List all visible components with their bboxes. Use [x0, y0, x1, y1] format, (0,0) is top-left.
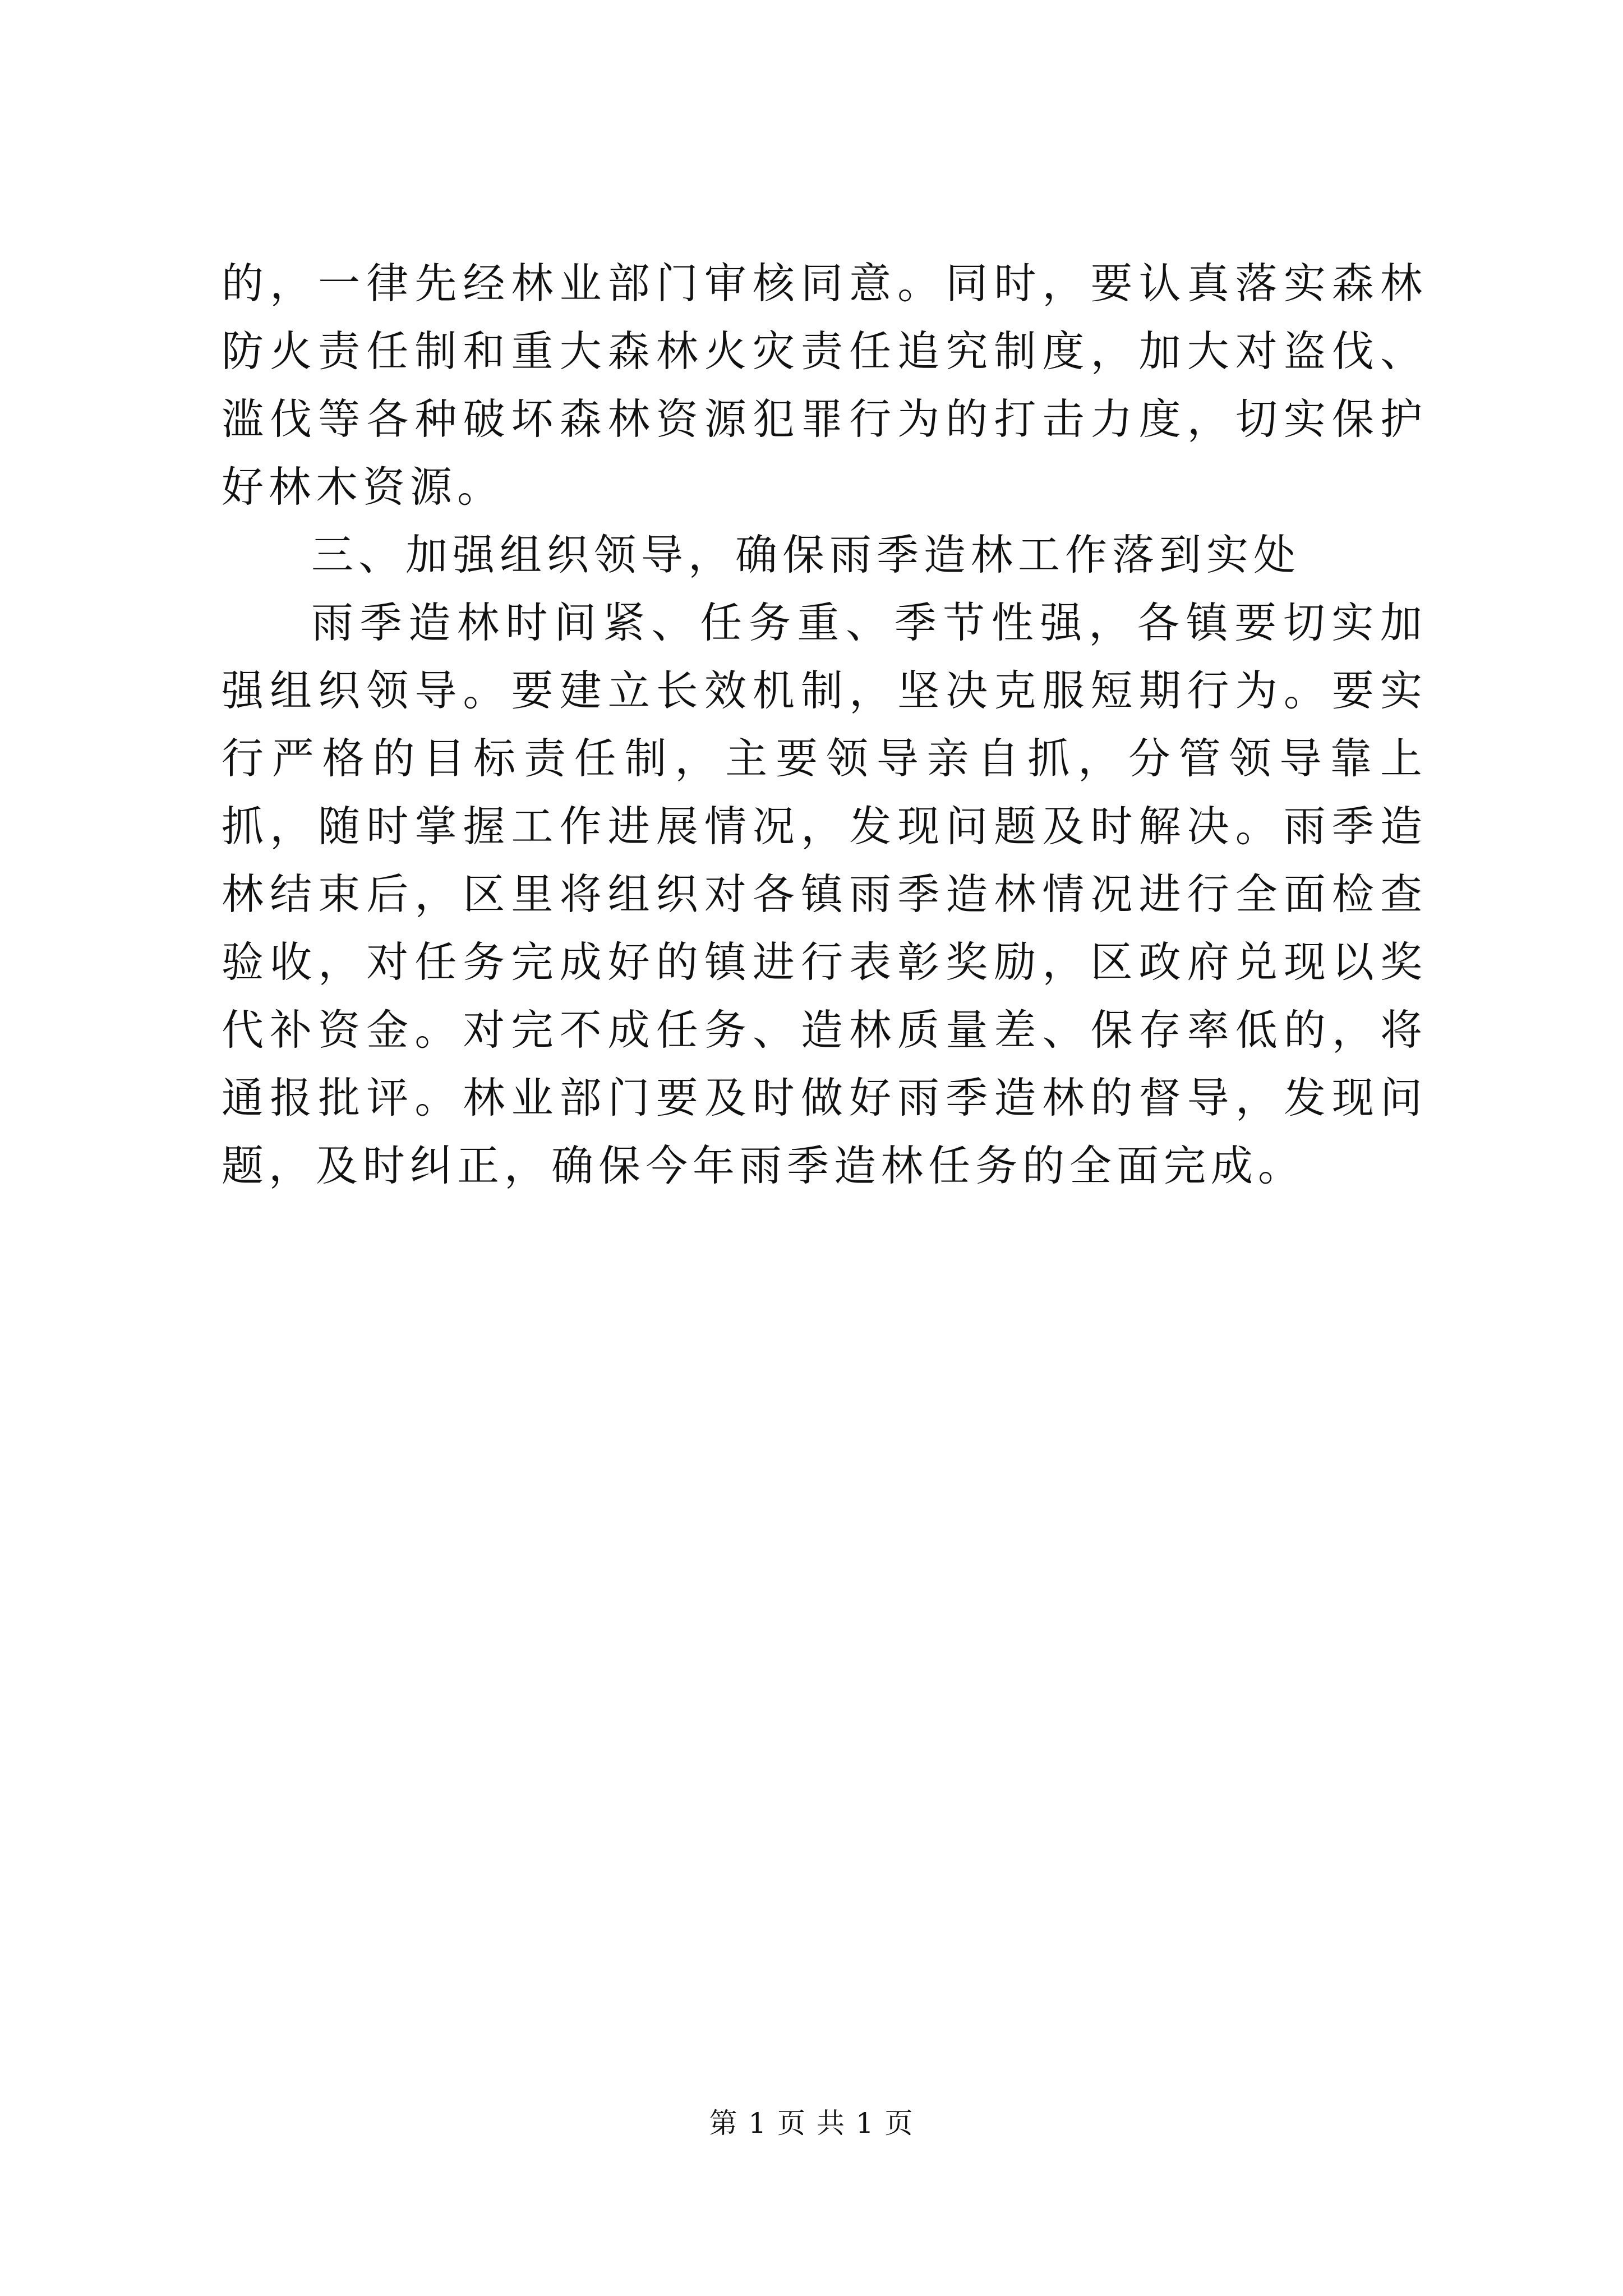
paragraph-continuation: 的，一律先经林业部门审核同意。同时，要认真落实森林防火责任制和重大森林火灾责任追究制度，加大对盗伐、滥伐等各种破坏森林资源犯罪行为的打击力度，切实保护好林木资源。: [222, 259, 1427, 512]
page-footer: 第 1 页 共 1 页: [709, 2107, 914, 2139]
section-heading: 三、加强组织领导，确保雨季造林工作落到实处: [311, 530, 1301, 579]
document-body: [222, 250, 1427, 1200]
paragraph-body: 雨季造林时间紧、任务重、季节性强，各镇要切实加强组织领导。要建立长效机制，坚决克服短期行为。要实行严格的目标责任制，主要领导亲自抓，分管领导靠上抓，随时掌握工作进展情况，发现问题及时解决。雨季造林结束后，区里将组织对各镇雨季造林情况进行全面检查验收，对任务完成好的镇进行表彰奖励，区政府兑现以奖代补资金。对完不成任务、造林质量差、保存率低的，将通报批评。林业部门要及时做好雨季造林的督导，发现问题，及时纠正，确保今年雨季造林任务的全面完成。: [222, 598, 1427, 1190]
